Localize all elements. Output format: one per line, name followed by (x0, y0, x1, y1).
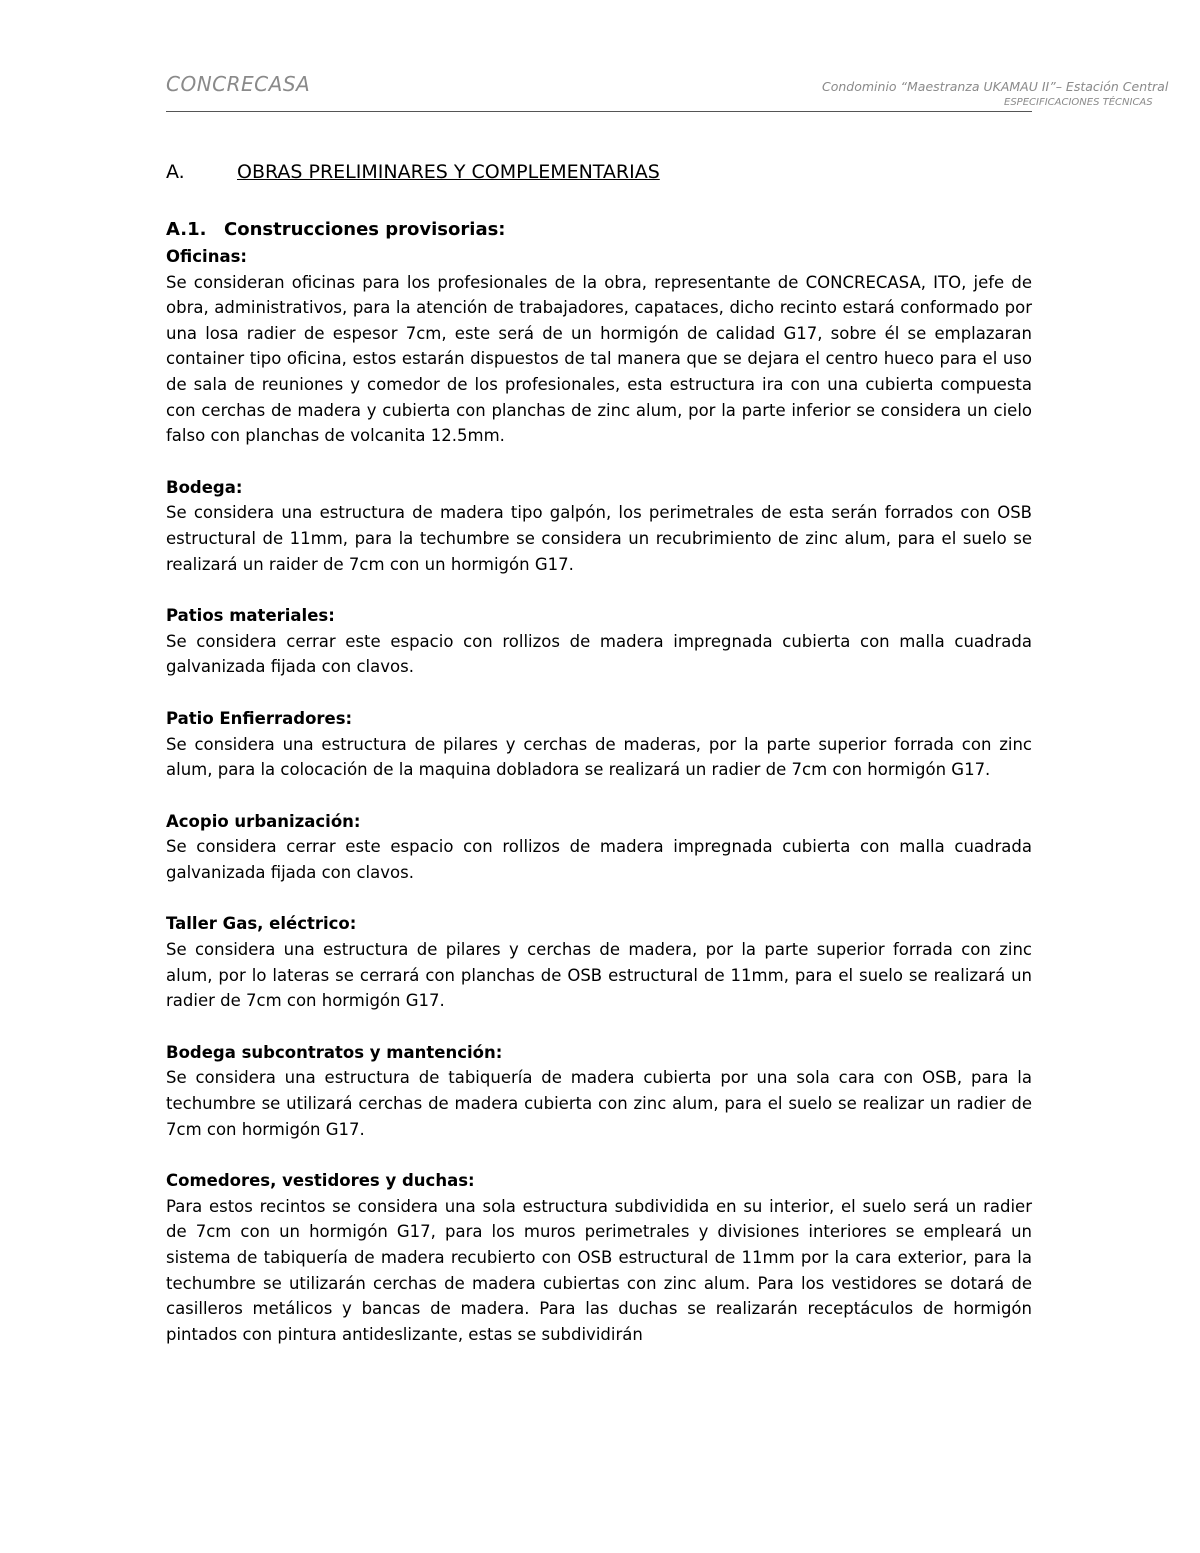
header-project: Condominio “Maestranza UKAMAU II”– Estación Central (822, 79, 1169, 94)
item-paragraph: Se considera una estructura de pilares y cerchas de madera, por la parte superior forrada con zinc alum, por lo lateras se cerrará con planchas de OSB estructural de 11mm, para el suelo se realizará un radier de 7cm con hormigón G17. (166, 940, 1032, 1011)
item-patio-enfierradores (166, 706, 1032, 783)
item-paragraph: Se considera cerrar este espacio con rollizos de madera impregnada cubierta con malla cuadrada galvanizada fijada con clavos. (166, 837, 1032, 882)
item-heading: Patio Enfierradores: (166, 708, 353, 728)
item-heading: Patios materiales: (166, 606, 335, 626)
subsection-title: Construcciones provisorias: (224, 219, 506, 240)
header-company: CONCRECASA (166, 72, 311, 96)
item-heading: Bodega: (166, 477, 243, 497)
item-patios-materiales (166, 603, 1032, 680)
item-paragraph: Se considera una estructura de madera tipo galpón, los perimetrales de esta serán forrados con OSB estructural de 11mm, para la techumbre se considera un recubrimiento de zinc alum, para el suelo se realizará un raider de 7cm con un hormigón G17. (166, 503, 1032, 574)
item-heading: Comedores, vestidores y duchas: (166, 1171, 475, 1191)
item-paragraph: Se considera una estructura de tabiquería de madera cubierta por una sola cara con OSB, para la techumbre se utilizará cerchas de madera cubierta con zinc alum, para el suelo se realizar un radier de 7cm con hormigón G17. (166, 1068, 1032, 1139)
section-letter: A. (166, 161, 185, 183)
header-divider (166, 111, 1032, 112)
item-paragraph: Se considera cerrar este espacio con rollizos de madera impregnada cubierta con malla cuadrada galvanizada fijada con clavos. (166, 631, 1032, 677)
item-heading: Taller Gas, eléctrico: (166, 914, 357, 934)
item-heading: Bodega subcontratos y mantención: (166, 1042, 503, 1062)
subsection-number: A.1. (166, 219, 207, 240)
item-bodega-subcontratos (166, 1040, 1032, 1142)
header-subtitle: ESPECIFICACIONES TÉCNICAS (1004, 97, 1153, 108)
item-acopio-urbanizacion (166, 809, 1032, 886)
section-heading (166, 158, 1032, 186)
item-paragraph: Se considera una estructura de pilares y cerchas de maderas, por la parte superior forrada con zinc alum, para la colocación de la maquina dobladora se realizará un radier de 7cm con hormigón G17. (166, 734, 1032, 780)
item-oficinas (166, 244, 1032, 449)
document-body (166, 158, 1032, 1373)
item-paragraph: Para estos recintos se considera una sola estructura subdividida en su interior, el suelo será un radier de 7cm con un hormigón G17, para los muros perimetrales y divisiones interiores se empleará un sistema de tabiquería de madera recubierto con OSB estructural de 11mm por la cara exterior, para la techumbre se utilizarán cerchas de madera cubiertas con zinc alum. Para los vestidores se dotará de casilleros metálicos y bancas de madera. Para las duchas se realizarán receptáculos de hormigón pintados con pintura antideslizante, estas se subdividirán (166, 1196, 1032, 1344)
item-taller-gas-electrico (166, 911, 1032, 1013)
item-bodega (166, 475, 1032, 577)
item-paragraph: Se consideran oficinas para los profesionales de la obra, representante de CONCRECASA, ITO, jefe de obra, administrativos, para la atención de trabajadores, capataces, dicho recinto estará conformado por una losa radier de espesor 7cm, este será de un hormigón de calidad G17, sobre él se emplazaran container tipo oficina, estos estarán dispuestos de tal manera que se dejara el centro hueco para el uso de sala de reuniones y comedor de los profesionales, esta estructura ira con una cubierta compuesta con cerchas de madera y cubierta con planchas de zinc alum, por la parte inferior se considera un cielo falso con planchas de volcanita 12.5mm. (166, 272, 1032, 446)
item-heading: Oficinas: (166, 247, 247, 266)
item-heading: Acopio urbanización: (166, 811, 361, 831)
subsection-heading (166, 216, 1032, 244)
item-comedores-vestidores-duchas (166, 1168, 1032, 1347)
section-title: OBRAS PRELIMINARES Y COMPLEMENTARIAS (237, 161, 660, 183)
